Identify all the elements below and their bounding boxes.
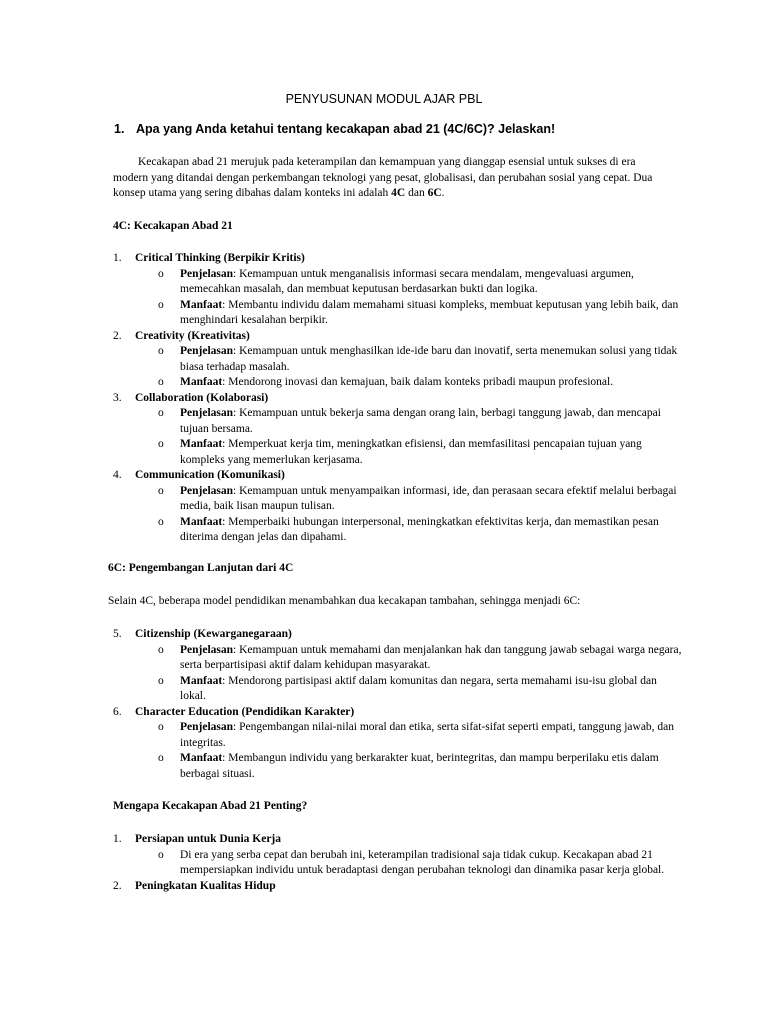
sub-bullet-text: : Kemampuan untuk menganalisis informasi secara mendalam, mengevaluasi argumen, memecahkan masalah, dan membuat keputusan berdasarkan bukti dan logika. <box>180 267 634 295</box>
sub-bullet-text: : Membangun individu yang berkarakter kuat, berintegritas, dan mampu berperilaku etis dalam berbagai situasi. <box>180 752 659 780</box>
list-item-heading <box>113 705 683 721</box>
sub-bullet-text: : Pengembangan nilai-nilai moral dan etika, serta sifat-sifat seperti empati, tanggung jawab, dan integritas. <box>180 721 675 749</box>
sub-bullet-text: : Mendorong inovasi dan kemajuan, baik dalam konteks pribadi maupun profesional. <box>222 376 614 388</box>
section-why-list <box>113 832 683 894</box>
list-item <box>113 329 683 391</box>
sub-bullet-item <box>113 344 683 375</box>
sub-bullet-item <box>113 484 683 515</box>
list-item-heading <box>113 832 683 848</box>
sub-bullet-text: : Mendorong partisipasi aktif dalam komunitas dan negara, serta memahami isu-isu global dan lokal. <box>180 674 657 702</box>
list-item-heading <box>113 468 683 484</box>
section-4c-list <box>113 251 683 546</box>
sub-bullet-label: Penjelasan <box>180 345 234 357</box>
list-item-number: 2. <box>113 879 122 892</box>
list-item <box>113 705 683 783</box>
list-item-heading <box>113 879 683 895</box>
sub-bullet-item <box>113 674 683 705</box>
sub-bullet-label: Manfaat <box>180 752 223 764</box>
list-item-title: Critical Thinking (Berpikir Kritis) <box>135 252 305 264</box>
intro-joiner: dan <box>405 187 428 199</box>
sub-bullet-item <box>113 298 683 329</box>
list-item <box>113 468 683 546</box>
intro-text: Kecakapan abad 21 merujuk pada keterampilan dan kemampuan yang dianggap esensial untuk sukses di era modern yang ditandai dengan perkembangan teknologi yang pesat, globalisasi, dan perubahan sosial yang cepat. Dua konsep utama yang sering dibahas dalam konteks ini adalah <box>113 156 653 199</box>
list-item-number: 5. <box>113 628 122 640</box>
sub-bullet-label: Manfaat <box>180 298 223 311</box>
question-text: Apa yang Anda ketahui tentang kecakapan abad 21 (4C/6C)? Jelaskan! <box>136 122 556 136</box>
bullet-marker: o <box>158 484 164 497</box>
sub-bullet-item <box>113 720 683 751</box>
sub-bullet-text: Di era yang serba cepat dan berubah ini, keterampilan tradisional saja tidak cukup. Kecakapan abad 21 mempersiapkan individu untuk beradaptasi dengan perubahan teknologi dan dinamika pasar kerja global. <box>180 848 665 876</box>
intro-term-6c: 6C <box>427 187 442 199</box>
sub-bullet-item <box>113 267 683 298</box>
list-item-title: Citizenship (Kewarganegaraan) <box>135 628 292 640</box>
bullet-marker: o <box>158 721 164 733</box>
sub-bullet-item <box>113 375 683 391</box>
list-item-heading <box>113 329 683 345</box>
sub-bullet-item <box>113 406 683 437</box>
intro-paragraph <box>113 155 665 202</box>
sub-bullet-label: Penjelasan <box>180 643 234 656</box>
sub-bullet-label: Penjelasan <box>180 407 234 419</box>
list-item <box>113 879 683 895</box>
list-item-heading <box>113 251 683 267</box>
list-item-title: Character Education (Pendidikan Karakter) <box>135 705 355 718</box>
sub-bullet-text: : Memperbaiki hubungan interpersonal, meningkatkan efektivitas kerja, dan memastikan pesan diterima dengan jelas dan dipahami. <box>180 515 659 543</box>
section-6c-intro: Selain 4C, beberapa model pendidikan menambahkan dua kecakapan tambahan, sehingga menjadi 6C: <box>108 595 581 607</box>
sub-bullet-item <box>113 848 683 879</box>
sub-bullet-label: Manfaat <box>180 438 223 450</box>
sub-bullet-item <box>113 515 683 546</box>
sub-bullet-text: : Kemampuan untuk bekerja sama dengan orang lain, berbagi tanggung jawab, dan mencapai tujuan bersama. <box>180 407 661 435</box>
list-item <box>113 251 683 329</box>
list-item-number: 2. <box>113 329 122 342</box>
list-item-heading <box>113 391 683 407</box>
list-item-title: Communication (Komunikasi) <box>135 469 285 481</box>
sub-bullet-label: Penjelasan <box>180 267 234 280</box>
list-item-number: 3. <box>113 391 122 404</box>
list-item-number: 1. <box>113 252 122 264</box>
list-item <box>113 832 683 879</box>
sub-bullet-label: Manfaat <box>180 674 223 687</box>
sub-bullet-text: : Kemampuan untuk memahami dan menjalankan hak dan tanggung jawab sebagai warga negara, serta berpartisipasi aktif dalam kehidupan masyarakat. <box>180 643 682 671</box>
bullet-marker: o <box>158 267 164 280</box>
section-6c-heading: 6C: Pengembangan Lanjutan dari 4C <box>108 562 294 574</box>
sub-bullet-text: : Kemampuan untuk menghasilkan ide-ide baru dan inovatif, serta menemukan solusi yang tidak biasa terhadap masalah. <box>180 345 678 373</box>
bullet-marker: o <box>158 643 164 656</box>
sub-bullet-item <box>113 437 683 468</box>
question-heading <box>114 122 555 138</box>
bullet-marker: o <box>158 848 164 861</box>
sub-bullet-label: Manfaat <box>180 515 223 528</box>
list-item-number: 1. <box>113 833 122 845</box>
list-item-number: 4. <box>113 469 122 481</box>
intro-end: . <box>441 187 445 199</box>
list-item-heading <box>113 627 683 643</box>
section-6c-list <box>113 627 683 782</box>
list-item-title: Persiapan untuk Dunia Kerja <box>135 833 282 845</box>
bullet-marker: o <box>158 376 164 388</box>
section-why-heading: Mengapa Kecakapan Abad 21 Penting? <box>113 800 308 812</box>
bullet-marker: o <box>158 298 164 311</box>
bullet-marker: o <box>158 345 164 357</box>
sub-bullet-text: : Membantu individu dalam memahami situasi kompleks, membuat keputusan yang lebih baik, dan menghindari kesalahan berpikir. <box>180 298 679 326</box>
bullet-marker: o <box>158 674 164 687</box>
bullet-marker: o <box>158 438 164 450</box>
list-item-title: Collaboration (Kolaborasi) <box>135 391 269 404</box>
sub-bullet-label: Penjelasan <box>180 721 234 733</box>
question-number: 1. <box>114 122 125 136</box>
intro-term-4c: 4C <box>391 187 406 199</box>
list-item-title: Creativity (Kreativitas) <box>135 329 250 342</box>
sub-bullet-item <box>113 643 683 674</box>
bullet-marker: o <box>158 407 164 419</box>
list-item <box>113 627 683 705</box>
sub-bullet-label: Penjelasan <box>180 484 234 497</box>
sub-bullet-label: Manfaat <box>180 376 223 388</box>
sub-bullet-text: : Memperkuat kerja tim, meningkatkan efisiensi, dan memfasilitasi pencapaian tujuan yang kompleks yang memerlukan kerjasama. <box>180 438 642 466</box>
list-item <box>113 391 683 469</box>
document-title: PENYUSUNAN MODUL AJAR PBL <box>285 92 483 106</box>
list-item-number: 6. <box>113 705 122 718</box>
sub-bullet-item <box>113 751 683 782</box>
bullet-marker: o <box>158 752 164 764</box>
bullet-marker: o <box>158 515 164 528</box>
list-item-title: Peningkatan Kualitas Hidup <box>135 879 276 892</box>
sub-bullet-text: : Kemampuan untuk menyampaikan informasi, ide, dan perasaan secara efektif melalui berbagai media, baik lisan maupun tulisan. <box>180 484 677 512</box>
section-4c-heading: 4C: Kecakapan Abad 21 <box>113 220 233 232</box>
